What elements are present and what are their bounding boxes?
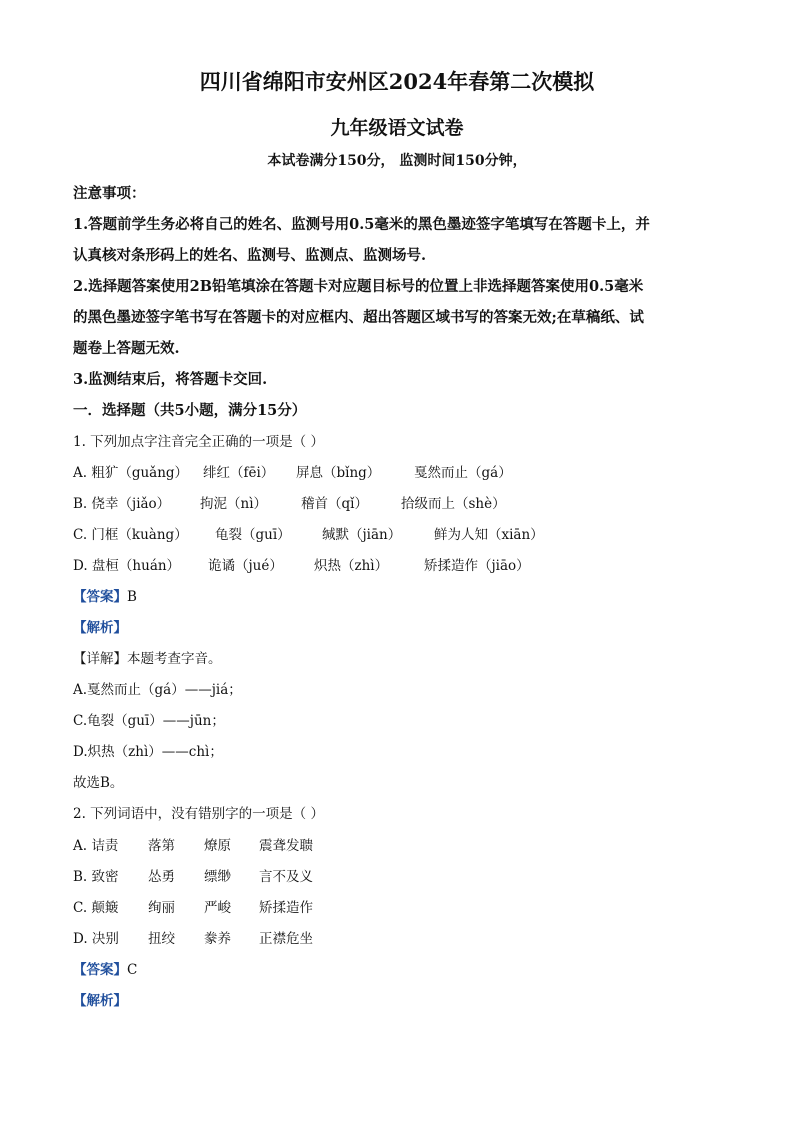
question-2-option-a <box>73 834 313 854</box>
question-1-answer <box>73 585 137 605</box>
option-b-item: B. 侥幸（jiǎo） <box>73 496 171 512</box>
option-d-item: 诡谲（jué） <box>208 558 283 574</box>
option-c-item: 绚丽 <box>148 900 175 916</box>
exam-meta: 本试卷满分150分， 监测时间150分钟， <box>267 153 527 169</box>
option-c-item: 严峻 <box>204 900 231 916</box>
option-d-item: D. 盘桓（huán） <box>73 558 181 574</box>
option-a-item: A. 诘责 <box>73 838 119 854</box>
option-a-item: 震聋发聩 <box>259 838 313 854</box>
note-2-line-2: 的黑色墨迹签字笔书写在答题卡的对应框内、超出答题区域书写的答案无效;在草稿纸、试 <box>73 309 644 326</box>
option-d-item: 豢养 <box>204 931 231 947</box>
detail-text: 本题考查字音。 <box>127 651 222 667</box>
question-2-option-c <box>73 896 313 916</box>
option-c-item: 鲜为人知（xiān） <box>434 527 544 543</box>
option-a-item: A. 粗犷（guǎng） <box>73 465 189 481</box>
note-3: 3.监测结束后，将答题卡交回. <box>73 371 268 388</box>
question-2-answer <box>73 958 137 978</box>
option-b-item: 言不及义 <box>259 869 313 885</box>
explanation-line: C.龟裂（guī）——jūn； <box>73 713 225 729</box>
note-2-line-3: 题卷上答题无效. <box>73 340 180 357</box>
detail-tag: 【详解】 <box>73 651 127 667</box>
option-b-item: B. 致密 <box>73 869 119 885</box>
answer-value: B <box>127 589 137 605</box>
option-c-item: C. 颠簸 <box>73 900 119 916</box>
option-d-item: 炽热（zhì） <box>314 558 389 574</box>
answer-tag: 【答案】 <box>73 962 127 978</box>
question-1-option-c <box>73 523 544 543</box>
question-1-option-b <box>73 492 506 512</box>
question-1-detail <box>73 647 222 667</box>
notes-heading: 注意事项： <box>73 185 146 202</box>
analysis-tag: 【解析】 <box>73 993 127 1009</box>
option-d-item: 扭绞 <box>148 931 175 947</box>
question-2-stem: 2. 下列词语中，没有错别字的一项是（ ） <box>73 806 324 822</box>
note-1-line-1: 1.答题前学生务必将自己的姓名、监测号用0.5毫米的黑色墨迹签字笔填写在答题卡上，并 <box>73 216 650 233</box>
question-1-option-a <box>73 461 512 481</box>
option-d-item: 正襟危坐 <box>259 931 313 947</box>
answer-value: C <box>127 962 138 978</box>
option-a-item: 戛然而止（gá） <box>414 465 512 481</box>
question-1-stem: 1. 下列加点字注音完全正确的一项是（ ） <box>73 434 324 450</box>
option-b-item: 稽首（qǐ） <box>301 496 368 512</box>
page-title: 四川省绵阳市安州区2024年春第二次模拟 <box>199 69 595 94</box>
note-1-line-2: 认真核对条形码上的姓名、监测号、监测点、监测场号. <box>73 247 427 264</box>
option-a-item: 燎原 <box>204 838 231 854</box>
answer-tag: 【答案】 <box>73 589 127 605</box>
option-a-item: 绯红（fēi） <box>203 465 275 481</box>
option-a-item: 落第 <box>148 838 175 854</box>
option-d-item: 矫揉造作（jiāo） <box>424 558 530 574</box>
question-2-option-b <box>73 865 313 885</box>
conclusion-line: 故选B。 <box>73 775 124 791</box>
note-2-line-1: 2.选择题答案使用2B铅笔填涂在答题卡对应题目标号的位置上非选择题答案使用0.5毫米 <box>73 278 644 295</box>
explanation-line: A.戛然而止（gá）——jiá； <box>73 682 242 698</box>
section-heading: 一．选择题（共5小题，满分15分） <box>73 402 307 419</box>
option-c-item: 龟裂（guī） <box>215 527 291 543</box>
option-c-item: 矫揉造作 <box>259 900 313 916</box>
question-2-analysis <box>73 989 127 1009</box>
option-c-item: 缄默（jiān） <box>322 527 402 543</box>
option-b-item: 怂勇 <box>148 869 175 885</box>
question-1-option-d <box>73 554 530 574</box>
explanation-line: D.炽热（zhì）——chì； <box>73 744 223 760</box>
page-subtitle: 九年级语文试卷 <box>330 117 464 139</box>
option-d-item: D. 决别 <box>73 931 119 947</box>
option-a-item: 屏息（bǐng） <box>296 465 381 481</box>
option-c-item: C. 门框（kuàng） <box>73 527 188 543</box>
question-1-analysis <box>73 616 127 636</box>
analysis-tag: 【解析】 <box>73 620 127 636</box>
question-2-option-d <box>73 927 313 947</box>
option-b-item: 拾级而上（shè） <box>401 496 506 512</box>
option-b-item: 缥缈 <box>204 869 231 885</box>
option-b-item: 拘泥（nì） <box>200 496 268 512</box>
